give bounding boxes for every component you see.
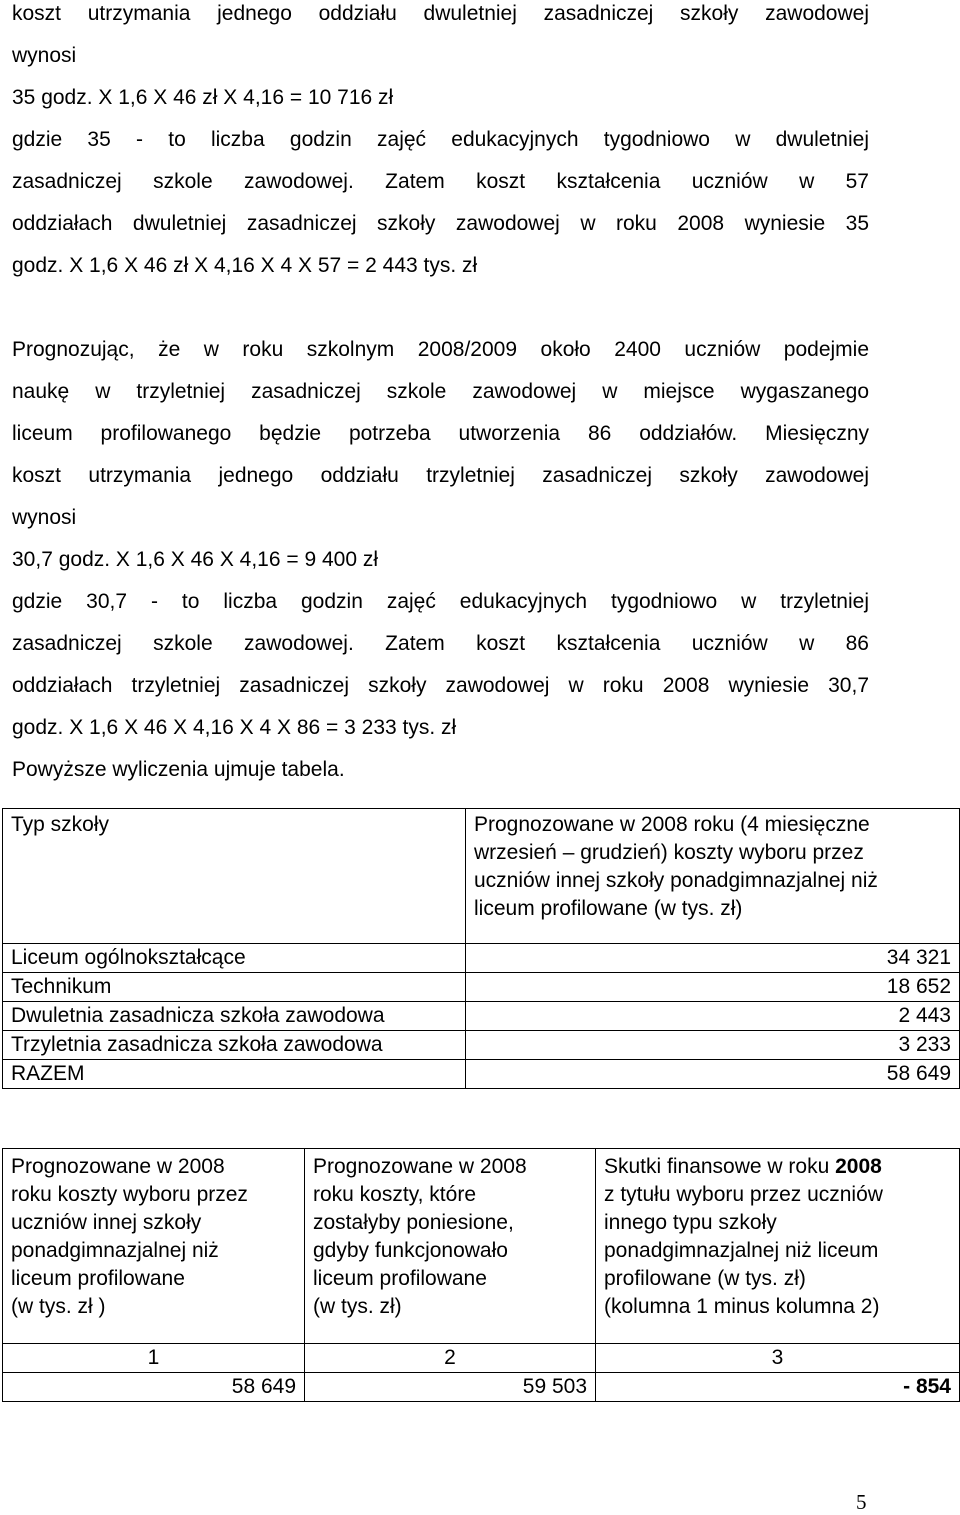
school-type-cell: RAZEM — [3, 1060, 466, 1089]
text-line: godz. X 1,6 X 46 zł X 4,16 X 4 X 57 = 2 443 tys. zł — [12, 254, 478, 277]
header-year: 2008 — [835, 1155, 882, 1178]
text-line: oddziałach trzyletniej zasadniczej szkoły zawodowej w roku 2008 wyniesie 30,7 — [12, 674, 869, 697]
header-line: wrzesień – grudzień) koszty wyboru przez — [474, 841, 864, 864]
header-col-1 — [3, 1149, 305, 1344]
column-number-row — [3, 1344, 960, 1373]
table-header-row — [3, 809, 960, 944]
costs-by-school-type-table — [2, 808, 960, 1089]
table-row — [3, 944, 960, 973]
value-cell: 58 649 — [466, 1060, 960, 1089]
header-line: Prognozowane w 2008 — [313, 1155, 527, 1178]
text-line: wynosi — [12, 506, 77, 529]
header-line: liceum profilowane — [313, 1267, 487, 1290]
header-line: roku koszty wyboru przez — [11, 1183, 248, 1206]
header-line: Prognozowane w 2008 — [11, 1155, 225, 1178]
text-line: gdzie 30,7 - to liczba godzin zajęć edukacyjnych tygodniowo w trzyletniej — [12, 590, 869, 613]
header-line: liceum profilowane (w tys. zł) — [474, 897, 743, 920]
text-line: gdzie 35 - to liczba godzin zajęć edukacyjnych tygodniowo w dwuletniej — [12, 128, 869, 151]
text-line: zasadniczej szkole zawodowej. Zatem koszt kształcenia uczniów w 57 — [12, 170, 869, 193]
school-type-cell: Dwuletnia zasadnicza szkoła zawodowa — [3, 1002, 466, 1031]
text-line: 35 godz. X 1,6 X 46 zł X 4,16 = 10 716 zł — [12, 86, 394, 109]
value-cell: 59 503 — [305, 1373, 596, 1402]
page-number: 5 — [856, 1490, 867, 1514]
table-header-row — [3, 1149, 960, 1344]
header-line: ponadgimnazjalnej niż liceum — [604, 1239, 879, 1262]
text-line: naukę w trzyletniej zasadniczej szkole zawodowej w miejsce wygaszanego — [12, 380, 869, 403]
header-line: uczniów innej szkoły ponadgimnazjalnej niż — [474, 869, 878, 892]
header-line: uczniów innej szkoły — [11, 1211, 202, 1234]
value-cell: 34 321 — [466, 944, 960, 973]
header-line: liceum profilowane — [11, 1267, 185, 1290]
table-row — [3, 1031, 960, 1060]
column-number: 2 — [305, 1344, 596, 1373]
text-line: zasadniczej szkole zawodowej. Zatem koszt kształcenia uczniów w 86 — [12, 632, 869, 655]
school-type-cell: Liceum ogólnokształcące — [3, 944, 466, 973]
header-line: (kolumna 1 minus kolumna 2) — [604, 1295, 880, 1318]
text-line: koszt utrzymania jednego oddziału trzyletniej zasadniczej szkoły zawodowej — [12, 464, 869, 487]
value-cell: - 854 — [596, 1373, 960, 1402]
text-line: Prognozując, że w roku szkolnym 2008/2009 około 2400 uczniów podejmie — [12, 338, 869, 361]
school-type-cell: Trzyletnia zasadnicza szkoła zawodowa — [3, 1031, 466, 1060]
value-cell: 3 233 — [466, 1031, 960, 1060]
header-line: Prognozowane w 2008 roku (4 miesięczne — [474, 813, 870, 836]
header-col-3 — [596, 1149, 960, 1344]
header-line: zostałyby poniesione, — [313, 1211, 514, 1234]
header-line — [604, 1153, 951, 1181]
header-line: z tytułu wyboru przez uczniów — [604, 1183, 883, 1206]
text-line: liceum profilowanego będzie potrzeba utworzenia 86 oddziałów. Miesięczny — [12, 422, 869, 445]
value-cell: 2 443 — [466, 1002, 960, 1031]
text-line: 30,7 godz. X 1,6 X 46 X 4,16 = 9 400 zł — [12, 548, 379, 571]
financial-effects-table — [2, 1148, 960, 1402]
header-line: (w tys. zł) — [313, 1295, 402, 1318]
header-line: (w tys. zł ) — [11, 1295, 106, 1318]
header-school-type: Typ szkoły — [3, 809, 466, 944]
text-line: Powyższe wyliczenia ujmuje tabela. — [12, 758, 345, 781]
table-total-row — [3, 1060, 960, 1089]
text-line: oddziałach dwuletniej zasadniczej szkoły zawodowej w roku 2008 wyniesie 35 — [12, 212, 869, 235]
header-text: Skutki finansowe w roku — [604, 1155, 836, 1178]
header-line: roku koszty, które — [313, 1183, 476, 1206]
table-row — [3, 1002, 960, 1031]
header-line: innego typu szkoły — [604, 1211, 777, 1234]
header-line: gdyby funkcjonowało — [313, 1239, 508, 1262]
header-col-2 — [305, 1149, 596, 1344]
header-forecast-costs — [466, 809, 960, 944]
value-cell: 18 652 — [466, 973, 960, 1002]
header-line: profilowane (w tys. zł) — [604, 1267, 806, 1290]
values-row — [3, 1373, 960, 1402]
table-row — [3, 973, 960, 1002]
school-type-cell: Technikum — [3, 973, 466, 1002]
text-line: godz. X 1,6 X 46 X 4,16 X 4 X 86 = 3 233 tys. zł — [12, 716, 457, 739]
header-line: ponadgimnazjalnej niż — [11, 1239, 219, 1262]
column-number: 1 — [3, 1344, 305, 1373]
column-number: 3 — [596, 1344, 960, 1373]
text-line: koszt utrzymania jednego oddziału dwuletniej zasadniczej szkoły zawodowej — [12, 2, 869, 25]
text-line: wynosi — [12, 44, 77, 67]
value-cell: 58 649 — [3, 1373, 305, 1402]
